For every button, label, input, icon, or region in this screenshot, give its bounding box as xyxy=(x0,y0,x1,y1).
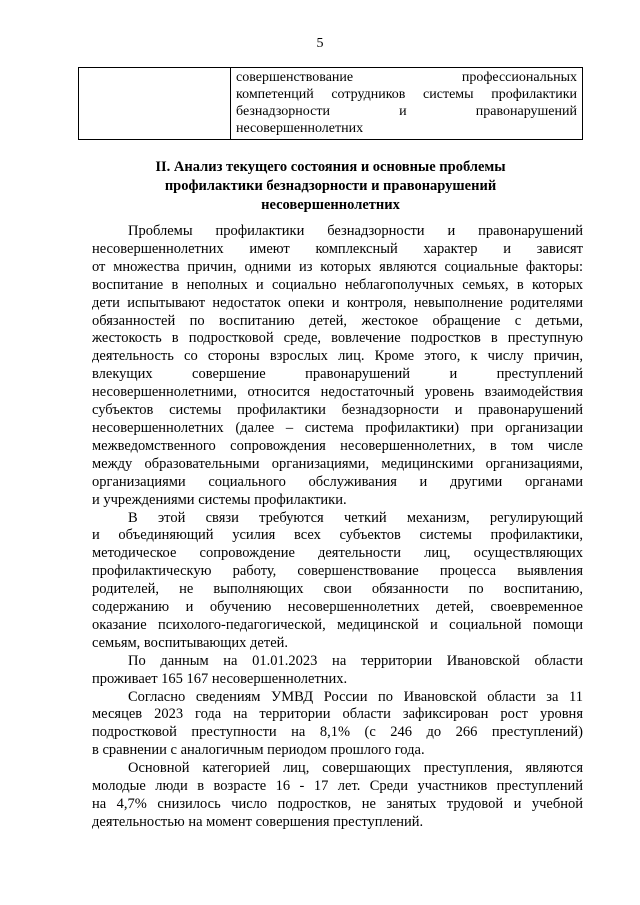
text-line: влекущих совершение правонарушений и преступлений xyxy=(92,366,583,383)
heading-line: профилактики безнадзорности и правонарушений xyxy=(164,178,497,194)
text-line: межведомственного сопровождения несовершеннолетних, в том числе xyxy=(92,437,583,454)
continuation-table xyxy=(78,67,583,140)
text-line: субъектов системы профилактики безнадзорности и правонарушений xyxy=(92,402,583,419)
table-cell-text xyxy=(231,68,583,140)
page-number: 5 xyxy=(316,36,324,51)
paragraph-1 xyxy=(92,223,583,510)
text-line: содержанию и обучению несовершеннолетних детей, своевременное xyxy=(92,599,583,616)
table-text-line: безнадзорности и правонарушений xyxy=(236,104,577,119)
text-line: между образовательными организациями, медицинскими организациями, xyxy=(92,455,583,472)
text-line: деятельностью на момент совершения преступлений. xyxy=(92,813,424,830)
paragraph-3 xyxy=(92,653,583,689)
text-line: в сравнении с аналогичным периодом прошлого года. xyxy=(92,742,425,759)
section-heading xyxy=(78,158,583,215)
text-line: молодые люди в возрасте 16 - 17 лет. Среди участников преступлений xyxy=(92,778,583,795)
text-line: несовершеннолетних (далее – система профилактики) при организации xyxy=(92,419,583,436)
text-line: несовершеннолетними, относится недостаточный уровень взаимодействия xyxy=(92,384,583,401)
body-text xyxy=(92,223,583,832)
table-text-line: совершенствование профессиональных xyxy=(236,70,577,85)
text-line: обязанностей по воспитанию детей, жестокое обращение с детьми, xyxy=(92,312,583,329)
paragraph-5 xyxy=(92,760,583,832)
text-line: семьям, воспитывающих детей. xyxy=(92,634,289,651)
text-line: от множества причин, одними из которых являются социальные факторы: xyxy=(92,258,583,275)
text-line: и объединяющий усилия всех субъектов системы профилактики, xyxy=(92,527,583,544)
table-row xyxy=(79,68,583,140)
text-line: и учреждениями системы профилактики. xyxy=(92,491,347,508)
heading-line: несовершеннолетних xyxy=(261,197,400,213)
text-line: оказание психолого-педагогической, медицинской и социальной помощи xyxy=(92,616,583,633)
text-line: Проблемы профилактики безнадзорности и правонарушений xyxy=(128,223,583,239)
heading-line: II. Анализ текущего состояния и основные проблемы xyxy=(155,159,506,175)
text-line: организациями социального обслуживания и другими органами xyxy=(92,473,583,490)
text-line: методическое сопровождение деятельности лиц, осуществляющих xyxy=(92,545,583,562)
text-line: родителей, не выполняющих свои обязанности по воспитанию, xyxy=(92,581,583,598)
text-line: деятельность со стороны взрослых лиц. Кроме этого, к числу причин, xyxy=(92,348,583,365)
text-line: проживает 165 167 несовершеннолетних. xyxy=(92,670,348,687)
text-line: профилактическую работу, совершенствование процесса выявления xyxy=(92,563,583,580)
paragraph-4 xyxy=(92,689,583,761)
paragraph-2 xyxy=(92,510,583,653)
table-text-line: компетенций сотрудников системы профилактики xyxy=(236,87,577,102)
table-text-line: несовершеннолетних xyxy=(236,121,364,136)
text-line: По данным на 01.01.2023 на территории Ивановской области xyxy=(128,652,583,669)
text-line: месяцев 2023 года на территории области зафиксирован рост уровня xyxy=(92,706,583,723)
text-line: В этой связи требуются четкий механизм, регулирующий xyxy=(128,509,583,526)
text-line: жестокость в подростковой среде, вовлечение подростков в преступную xyxy=(92,330,583,347)
text-line: на 4,7% снизилось число подростков, не занятых трудовой и учебной xyxy=(92,796,583,812)
text-line: Согласно сведениям УМВД России по Ивановской области за 11 xyxy=(128,688,583,705)
text-line: Основной категорией лиц, совершающих преступления, являются xyxy=(128,760,583,777)
text-line: воспитание в неполных и социально неблагополучных семьях, в которых xyxy=(92,276,583,293)
table-cell-empty xyxy=(79,68,231,140)
text-line: дети испытывают недостаток опеки и контроля, невыполнение родителями xyxy=(92,294,583,311)
text-line: подростковой преступности на 8,1% (с 246 до 266 преступлений) xyxy=(92,724,583,741)
text-line: несовершеннолетних имеют комплексный характер и зависят xyxy=(92,240,583,257)
